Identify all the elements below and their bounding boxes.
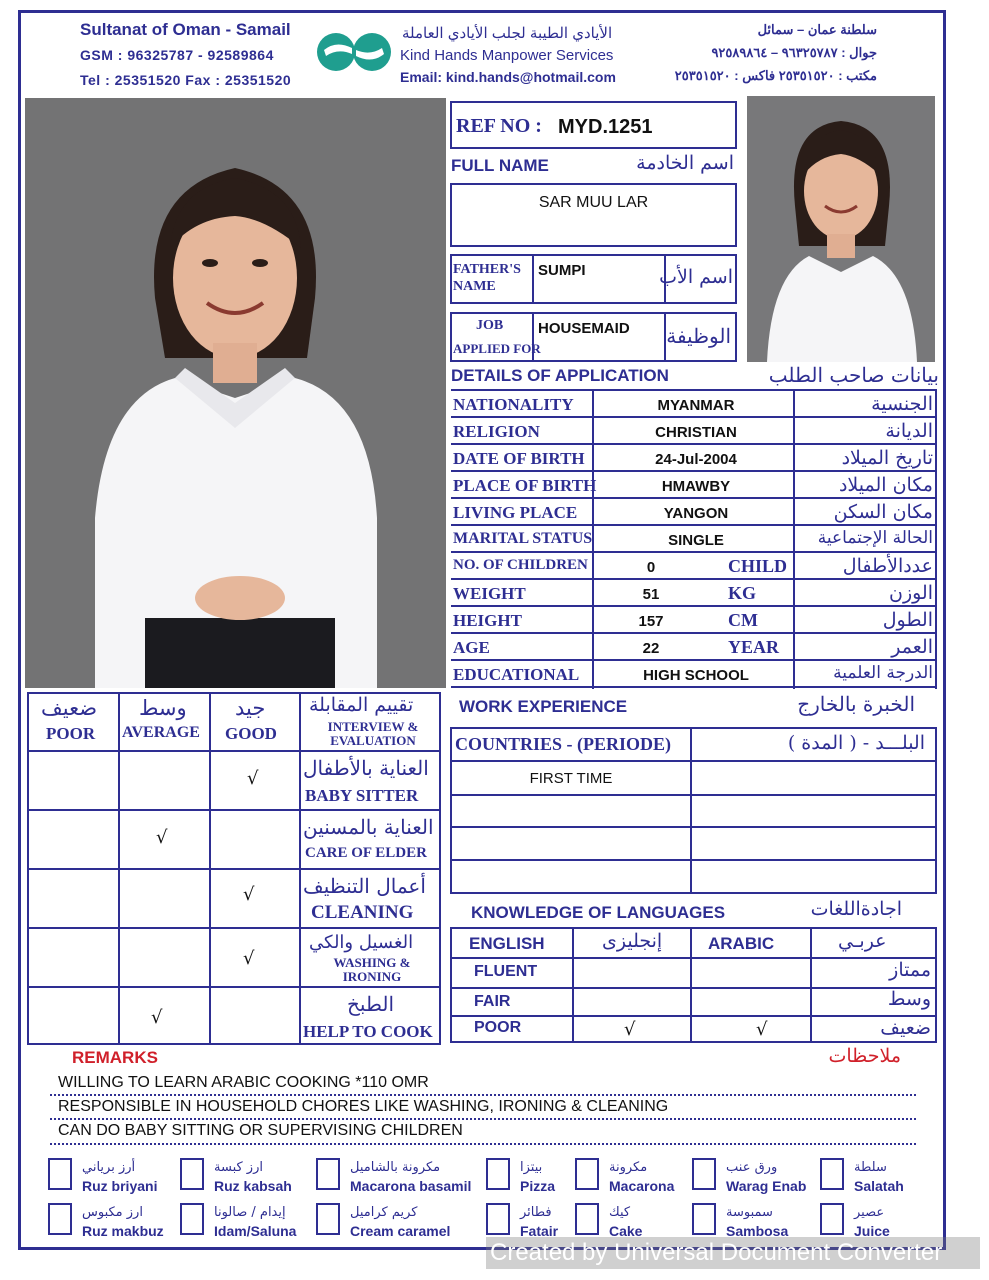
detail-label-arabic: الوزن (888, 582, 933, 604)
remark-line-1: WILLING TO LEARN ARABIC COOKING *110 OMR (58, 1074, 429, 1091)
food-label: Idam/Saluna (214, 1223, 297, 1239)
work-experience-table (450, 727, 937, 894)
eval-row-washing-label: WASHING & IRONING (333, 955, 411, 984)
detail-label-arabic: تاريخ الميلاد (841, 447, 933, 469)
candidate-portrait-photo (747, 96, 935, 362)
detail-row-living-place (451, 499, 937, 526)
detail-value: 0 (646, 559, 656, 576)
eval-row-washing-arabic: الغسيل والكي (309, 932, 414, 953)
eval-row-babysitter-arabic: العناية بالأطفال (303, 756, 429, 780)
detail-unit: CHILD (728, 556, 788, 576)
lang-english-poor-check: √ (624, 1019, 636, 1040)
lang-level-poor: POOR (474, 1019, 522, 1036)
food-ruz-makbuz[interactable] (48, 1203, 164, 1241)
detail-label-arabic: العمر (891, 636, 933, 658)
remarks-label: REMARKS (72, 1048, 158, 1067)
detail-value: YANGON (663, 505, 729, 522)
food-label: Salatah (854, 1178, 904, 1194)
food-ruz-kabsah[interactable] (180, 1158, 292, 1196)
eval-header-good-arabic: جيد (235, 696, 266, 720)
work-row-1: FIRST TIME (529, 770, 613, 787)
header-location-arabic: سلطنة عمان – سمائل (757, 22, 877, 37)
languages-title-arabic: اجادةاللغات (810, 898, 902, 920)
work-col-countries-arabic: البلـــد - ( المدة ) (787, 732, 925, 754)
remark-line-3: CAN DO BABY SITTING OR SUPERVISING CHILDREN (58, 1122, 463, 1139)
food-label: Macarona basamil (350, 1178, 472, 1194)
food-label-arabic: ارز كبسة (214, 1160, 263, 1175)
food-label: Ruz makbuz (82, 1223, 164, 1239)
detail-value: HIGH SCHOOL (643, 667, 749, 684)
detail-unit: YEAR (728, 637, 780, 657)
lang-header-arabic: ARABIC (708, 934, 775, 953)
detail-value: 51 (642, 586, 660, 603)
food-sambosa[interactable] (692, 1203, 788, 1241)
detail-label-arabic: الحالة الإجتماعية (817, 528, 933, 548)
food-checkbox[interactable] (486, 1158, 510, 1190)
details-title: DETAILS OF APPLICATION (451, 366, 669, 385)
food-checkbox[interactable] (316, 1158, 340, 1190)
food-macarona-basamil[interactable] (316, 1158, 471, 1196)
eval-babysitter-check: √ (247, 768, 259, 789)
food-cake[interactable] (575, 1203, 642, 1241)
food-label: Ruz kabsah (214, 1178, 292, 1194)
food-label: Juice (854, 1223, 890, 1239)
work-experience-title-arabic: الخبرة بالخارج (797, 692, 915, 716)
food-checkbox[interactable] (180, 1203, 204, 1235)
header-tel: Tel : 25351520 Fax : 25351520 (80, 72, 292, 88)
food-ruz-briyani[interactable] (48, 1158, 157, 1196)
food-checkbox[interactable] (48, 1203, 72, 1235)
languages-table (450, 927, 937, 1043)
food-label-arabic: سلطة (854, 1160, 887, 1175)
detail-label-arabic: عددالأطفال (842, 555, 933, 577)
full-name-value: SAR MUU LAR (538, 194, 649, 211)
lang-header-english-arabic: إنجليزى (602, 930, 663, 952)
watermark-banner: Created by Universal Document Converter (486, 1237, 980, 1269)
detail-label-arabic: مكان الميلاد (838, 474, 933, 496)
detail-row-religion (451, 418, 937, 445)
food-checkbox[interactable] (180, 1158, 204, 1190)
detail-label: RELIGION (453, 422, 540, 441)
food-label-arabic: فطائر (520, 1205, 552, 1220)
details-title-arabic: بيانات صاحب الطلب (768, 363, 939, 387)
food-label-arabic: ورق عنب (726, 1160, 778, 1175)
detail-row-educational (451, 661, 937, 688)
detail-label-arabic: الجنسية (871, 393, 933, 415)
food-pizza[interactable] (486, 1158, 555, 1196)
lang-arabic-poor-check: √ (756, 1019, 768, 1040)
food-label: Warag Enab (726, 1178, 807, 1194)
food-label: Sambosa (726, 1223, 789, 1239)
detail-label: PLACE OF BIRTH (453, 476, 597, 495)
detail-value: MYANMAR (657, 397, 735, 414)
food-label: Pizza (520, 1178, 556, 1194)
header-gsm: GSM : 96325787 - 92589864 (80, 47, 274, 63)
ref-number-box (450, 101, 737, 149)
languages-title: KNOWLEDGE OF LANGUAGES (471, 903, 726, 922)
detail-row-place-of-birth (451, 472, 937, 499)
remarks-label-arabic: ملاحظات (828, 1045, 901, 1067)
eval-row-cook-label: HELP TO COOK (303, 1022, 433, 1041)
candidate-full-photo (25, 98, 446, 688)
remark-line-2: RESPONSIBLE IN HOUSEHOLD CHORES LIKE WASHING, IRONING & CLEANING (58, 1098, 669, 1115)
food-idam-saluna[interactable] (180, 1203, 296, 1241)
food-cream-caramel[interactable] (316, 1203, 450, 1241)
food-juice[interactable] (820, 1203, 890, 1241)
lang-header-english: ENGLISH (469, 934, 545, 953)
eval-row-cleaning-arabic: أعمال التنظيف (303, 874, 426, 898)
eval-header-good: GOOD (225, 724, 277, 743)
food-warag-enab[interactable] (692, 1158, 806, 1196)
full-name-box (450, 183, 737, 247)
eval-cook-check: √ (151, 1007, 163, 1028)
eval-header-poor-arabic: ضعيف (41, 696, 98, 720)
detail-label: WEIGHT (453, 584, 526, 603)
evaluation-table (27, 692, 441, 1045)
detail-row-children (451, 553, 937, 580)
eval-header-poor: POOR (46, 724, 96, 743)
food-label: Ruz briyani (82, 1178, 158, 1194)
food-label: Macarona (609, 1178, 675, 1194)
eval-row-cook-arabic: الطبخ (347, 992, 395, 1016)
detail-value: 157 (638, 613, 664, 630)
food-checkbox[interactable] (486, 1203, 510, 1235)
lang-level-poor-arabic: ضعيف (880, 1017, 931, 1039)
food-label: Cream caramel (350, 1223, 451, 1239)
eval-row-elder-arabic: العناية بالمسنين (303, 815, 434, 839)
full-name-label: FULL NAME (451, 156, 549, 175)
detail-label: EDUCATIONAL (453, 665, 580, 684)
detail-row-nationality (451, 391, 937, 418)
food-label-arabic: كريم كراميل (350, 1205, 418, 1220)
food-label-arabic: سمبوسة (726, 1205, 773, 1220)
header-location: Sultanat of Oman - Samail (80, 20, 291, 39)
eval-row-cleaning-label: CLEANING (311, 902, 414, 923)
detail-label: LIVING PLACE (453, 503, 578, 522)
eval-header-average: AVERAGE (122, 724, 200, 741)
food-label-arabic: مكرونة (609, 1160, 648, 1175)
detail-row-marital-status (451, 526, 937, 553)
food-label-arabic: كيك (609, 1205, 631, 1220)
father-name-label-1: FATHER'S (453, 262, 521, 277)
eval-header-interview: INTERVIEW & EVALUATION (327, 719, 419, 748)
detail-value: 24-Jul-2004 (655, 451, 737, 468)
food-label: Cake (609, 1223, 643, 1239)
detail-row-weight (451, 580, 937, 607)
detail-value: CHRISTIAN (655, 424, 737, 441)
food-label-arabic: بيتزا (520, 1160, 543, 1175)
detail-value: 22 (642, 640, 660, 657)
food-checkbox[interactable] (316, 1203, 340, 1235)
father-name-box (450, 254, 737, 304)
detail-row-age (451, 634, 937, 661)
detail-label: HEIGHT (453, 611, 522, 630)
company-name-english: Kind Hands Manpower Services (400, 47, 614, 64)
job-label-1: JOB (476, 318, 504, 333)
detail-label-arabic: الديانة (885, 420, 933, 442)
food-fatair[interactable] (486, 1203, 558, 1241)
job-label-2: APPLIED FOR (453, 341, 541, 356)
detail-unit: KG (728, 583, 757, 603)
eval-washing-check: √ (243, 948, 255, 969)
header-office-arabic: مكتب : ٢٥٣٥١٥٢٠ فاكس : ٢٥٣٥١٥٢٠ (674, 68, 877, 83)
detail-row-height (451, 607, 937, 634)
food-label: Fatair (520, 1223, 559, 1239)
eval-elder-check: √ (156, 827, 168, 848)
father-name-value: SUMPI (538, 262, 586, 279)
eval-row-elder-label: CARE OF ELDER (305, 845, 427, 861)
detail-label: NATIONALITY (453, 395, 574, 414)
detail-label: DATE OF BIRTH (453, 449, 585, 468)
detail-label-arabic: مكان السكن (833, 501, 933, 523)
detail-label-arabic: الدرجة العلمية (833, 663, 933, 683)
food-checkbox[interactable] (692, 1158, 716, 1190)
lang-level-fair-arabic: وسط (887, 988, 931, 1010)
food-checkbox[interactable] (692, 1203, 716, 1235)
food-checkbox[interactable] (575, 1158, 599, 1190)
company-email: Email: kind.hands@hotmail.com (400, 69, 616, 85)
detail-label-arabic: الطول (882, 609, 933, 631)
lang-level-fluent: FLUENT (474, 963, 538, 980)
remark-divider (50, 1118, 916, 1120)
detail-row-date-of-birth (451, 445, 937, 472)
job-applied-box (450, 312, 737, 362)
header-mobile-arabic: جوال : ٩٦٣٢٥٧٨٧ – ٩٢٥٨٩٨٦٤ (711, 45, 877, 60)
food-label-arabic: مكرونة بالشاميل (350, 1160, 441, 1175)
remark-divider (50, 1094, 916, 1096)
detail-label: AGE (453, 638, 490, 657)
food-label-arabic: أرز برياني (82, 1160, 136, 1175)
food-label-arabic: إيدام / صالونا (214, 1205, 286, 1220)
detail-value: HMAWBY (661, 478, 731, 495)
detail-label: NO. OF CHILDREN (453, 557, 588, 573)
food-checkbox[interactable] (48, 1158, 72, 1190)
job-value: HOUSEMAID (538, 320, 630, 337)
father-name-label-2: NAME (453, 279, 496, 294)
eval-header-average-arabic: وسط (139, 696, 187, 720)
detail-value: SINGLE (668, 532, 724, 549)
detail-unit: CM (728, 610, 758, 630)
detail-label: MARITAL STATUS (453, 530, 593, 547)
eval-cleaning-check: √ (243, 884, 255, 905)
food-macarona[interactable] (575, 1158, 674, 1196)
food-checkbox[interactable] (575, 1203, 599, 1235)
ref-number-label: REF NO : (456, 115, 542, 137)
food-checkbox[interactable] (820, 1158, 844, 1190)
company-name-arabic: الأيادي الطيبة لجلب الأيادي العاملة (402, 25, 613, 42)
job-label-arabic: الوظيفة (666, 324, 731, 348)
remark-divider (50, 1143, 916, 1145)
work-experience-title: WORK EXPERIENCE (459, 697, 628, 716)
food-label-arabic: عصير (854, 1205, 885, 1220)
work-col-countries: COUNTRIES - (PERIODE) (455, 734, 672, 754)
ref-number-value: MYD.1251 (558, 116, 653, 138)
lang-level-fluent-arabic: ممتاز (889, 959, 931, 981)
eval-row-babysitter-label: BABY SITTER (305, 786, 419, 805)
lang-header-arabic-arabic: عربـي (838, 930, 887, 952)
lang-level-fair: FAIR (474, 993, 511, 1010)
food-checkbox[interactable] (820, 1203, 844, 1235)
full-name-label-arabic: اسم الخادمة (636, 152, 734, 174)
food-salatah[interactable] (820, 1158, 904, 1196)
food-label-arabic: ارز مكبوس (82, 1205, 143, 1220)
eval-header-interview-arabic: تقييم المقابلة (309, 694, 414, 716)
father-name-label-arabic: اسم الأب (659, 266, 733, 288)
company-logo-icon (316, 32, 392, 72)
